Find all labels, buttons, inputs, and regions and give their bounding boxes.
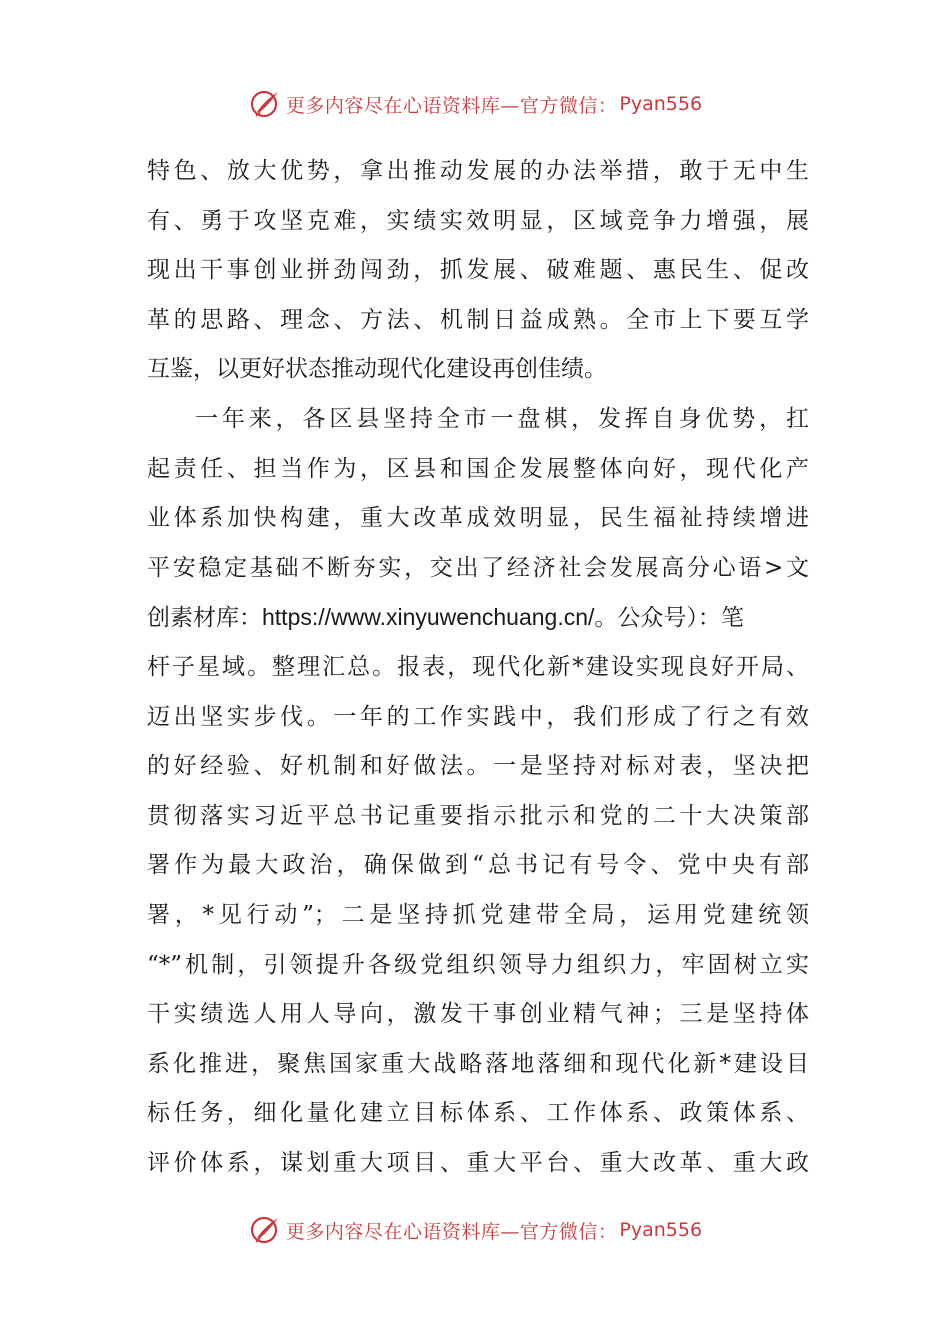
body-line: 起责任、担当作为，区县和国企发展整体向好，现代化产 bbox=[147, 455, 809, 482]
body-line: 干实绩选人用人导向，激发干事创业精气神；三是坚持体 bbox=[147, 1001, 809, 1028]
body-line: 一年来，各区县坚持全市一盘棋，发挥自身优势，扛 bbox=[195, 405, 809, 432]
body-line: “*”机制，引领提升各级党组织领导力组织力，牢固树立实 bbox=[147, 951, 809, 978]
body-line-with-url bbox=[147, 593, 809, 643]
website-link[interactable]: https://www.xinyuwenchuang.cn/ bbox=[262, 604, 595, 631]
document-body bbox=[147, 147, 809, 1188]
quill-logo-icon bbox=[248, 1213, 282, 1247]
body-line: 有、勇于攻坚克难，实绩实效明显，区域竞争力增强，展 bbox=[147, 207, 809, 234]
body-line: 评价体系，谋划重大项目、重大平台、重大改革、重大政 bbox=[147, 1149, 809, 1176]
banner-text: 更多内容尽在心语资料库—官方微信： bbox=[285, 1220, 618, 1243]
body-line: 特色、放大优势，拿出推动发展的办法举措，敢于无中生 bbox=[147, 158, 809, 184]
quill-logo-icon bbox=[248, 87, 282, 121]
banner-wechat-id: Pyan556 bbox=[619, 1219, 703, 1241]
body-line: 的好经验、好机制和好做法。一是坚持对标对表，坚决把 bbox=[147, 753, 809, 780]
banner-text: 更多内容尽在心语资料库—官方微信： bbox=[285, 94, 618, 117]
body-line: 现出干事创业拼劲闯劲，抓发展、破难题、惠民生、促改 bbox=[147, 257, 809, 284]
body-line: 标任务，细化量化建立目标体系、工作体系、政策体系、 bbox=[147, 1100, 809, 1127]
body-line: 互鉴，以更好状态推动现代化建设再创佳绩。 bbox=[147, 356, 607, 383]
footer-banner bbox=[0, 1208, 950, 1252]
body-line: 杆子星域。整理汇总。报表，现代化新*建设实现良好开局、 bbox=[147, 653, 809, 680]
body-text: 创素材库： bbox=[147, 605, 262, 632]
body-line: 贯彻落实习近平总书记重要指示批示和党的二十大决策部 bbox=[147, 802, 809, 829]
header-banner bbox=[0, 82, 950, 126]
body-line: 署作为最大政治，确保做到“总书记有号令、党中央有部 bbox=[147, 852, 809, 879]
body-line: 署，*见行动”；二是坚持抓党建带全局，运用党建统领 bbox=[147, 901, 809, 928]
body-line: 革的思路、理念、方法、机制日益成熟。全市上下要互学 bbox=[147, 306, 809, 333]
banner-wechat-id: Pyan556 bbox=[619, 93, 703, 115]
body-text: 。公众号）：笔 bbox=[594, 605, 744, 632]
body-line: 业体系加快构建，重大改革成效明显，民生福祉持续增进 bbox=[147, 505, 809, 532]
body-line: 平安稳定基础不断夯实，交出了经济社会发展高分心语>文 bbox=[147, 554, 809, 581]
body-line: 迈出坚实步伐。一年的工作实践中，我们形成了行之有效 bbox=[147, 703, 809, 730]
body-line: 系化推进，聚焦国家重大战略落地落细和现代化新*建设目 bbox=[147, 1050, 809, 1077]
